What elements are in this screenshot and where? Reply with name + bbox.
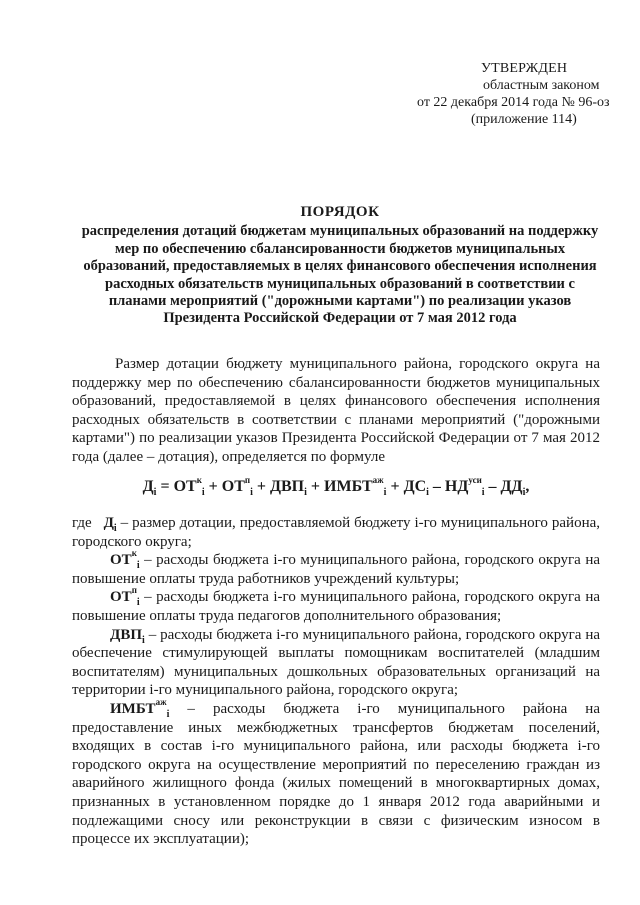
intro-paragraph [72,355,600,467]
def-symbol-otp: $ОТ^п_i$ [110,585,140,609]
formula-minus: – [428,478,445,495]
def-symbol-imbt: $ИМБТ^{аж}_i$ [110,696,170,720]
formula-term-nd-index: i [481,487,485,499]
approval-line-law: областным законом [483,78,600,93]
def-text-dvp: – расходы бюджета i-го муниципального района, городского округа на обеспечение стимулирующей выплаты помощникам воспитателей (младшим воспитателям) муниципальных дошкольных образовательных организаций на территории i-го муниципального района, городского округа; [72,626,600,699]
where-word: где [72,515,92,531]
definition-dvp [72,626,600,700]
approval-line-approved: УТВЕРЖДЕН [481,61,568,76]
definition-otp [72,585,600,625]
formula-term-dd: ДД [500,478,523,495]
formula-term-imbt: ИМБТ [324,478,373,495]
formula-term-ds-index: i [426,487,429,499]
formula-term-dvp-index: i [304,487,307,499]
formula-lhs-index: i [153,487,157,499]
formula-term-dvp: ДВП [270,478,305,495]
document-title [80,204,600,328]
formula-plus: + [252,478,270,495]
formula-term-imbt-sup: аж [372,474,384,485]
formula-plus: + [204,478,222,495]
approval-line-appendix: (приложение 114) [471,112,577,127]
definition-otk [72,548,600,588]
formula-plus: + [386,478,404,495]
formula-term-otp-sup: п [244,474,251,485]
def-symbol-d: $Д_i$ [103,515,117,534]
formula-term-otp-index: i [250,487,253,499]
formula-term-ds: ДС [403,478,427,495]
title-subtitle: распределения дотаций бюджетам муниципальных образований на поддержку мер по обеспечению сбалансированности бюджетов муниципальных образований, предоставляемых в целях финансового обеспечения исполнения расходных обязательств муниципальных образований в соответствии с планами мероприятий ("дорожными картами") по реализации указов Президента Российской Федерации от 7 мая 2012 года [81,223,599,327]
formula-end: , [525,478,530,495]
formula-lhs: Д [142,478,154,495]
def-symbol-otk: $ОТ^к_i$ [110,548,140,572]
formula-term-otp: ОТ [221,478,245,495]
formula-term-otk-sup: к [196,474,202,485]
title-heading: ПОРЯДОК [300,204,380,220]
def-text-otp: – расходы бюджета i-го муниципального района, городского округа на повышение оплаты труда педагогов дополнительного образования; [72,589,600,624]
formula-plus: + [306,478,325,495]
def-text-d: – размер дотации, предоставляемой бюджету i-го муниципального района, городского округа; [72,515,601,550]
formula-eq: = [156,478,174,495]
definition-imbt [72,696,600,849]
formula [72,474,600,499]
formula-term-nd: НД [444,478,469,495]
def-text-otk: – расходы бюджета i-го муниципального района, городского округа на повышение оплаты труда работников учреждений культуры; [72,552,600,587]
formula-term-dd-index: i [522,487,526,499]
approval-line-date: от 22 декабря 2014 года № 96-оз [417,95,610,110]
formula-term-imbt-index: i [383,487,387,499]
def-symbol-dvp: $ДВП_i$ [110,626,145,646]
formula-term-otk: ОТ [173,478,197,495]
intro-text: Размер дотации бюджету муниципального района, городского округа на поддержку мер по обеспечению сбалансированности бюджетов муниципальных образований, предоставляемой в целях финансового обеспечения исполнения расходных обязательств в соответствии с планами мероприятий ("дорожными картами") по реализации указов Президента Российской Федерации от 7 мая 2012 года (далее – дотация), определяется по формуле [72,356,600,465]
approval-stamp [417,60,610,128]
definitions [72,514,600,849]
formula-term-nd-sup: уси [468,474,482,485]
def-text-imbt: – расходы бюджета i-го муниципального района на предоставление иных межбюджетных трансфертов бюджетам поселений, входящих в состав i-го муниципального района, или расходы бюджета i-го городского округа на осуществление мероприятий по переселению граждан из аварийного жилищного фонда (жилых помещений в многоквартирных домах, признанных в установленном порядке до 1 января 2012 года аварийными и подлежащими сносу или реконструкции в связи с физическим износом в процессе их эксплуатации); [72,700,600,848]
formula-term-otk-index: i [201,487,205,499]
formula-minus: – [484,478,501,495]
definition-d [72,514,600,551]
